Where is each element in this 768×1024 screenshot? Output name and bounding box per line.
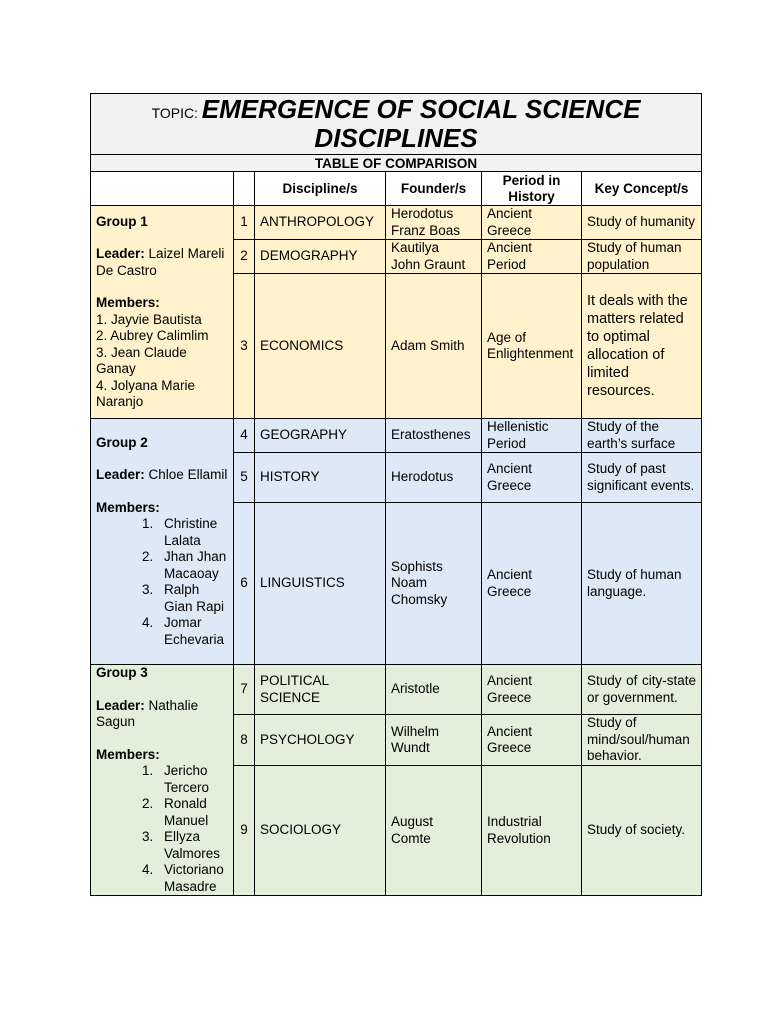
founder-cell: Wilhelm Wundt [386, 715, 482, 766]
founder-cell: Herodotus [386, 453, 482, 503]
period-cell: Ancient Greece [482, 453, 582, 503]
row-number: 8 [234, 715, 255, 766]
discipline-cell: ANTHROPOLOGY [255, 206, 386, 240]
founder-cell: Adam Smith [386, 274, 482, 419]
discipline-cell: LINGUISTICS [255, 503, 386, 665]
header-founder: Founder/s [386, 172, 482, 206]
key-concept-cell: Study of human language. [582, 503, 702, 665]
row-number: 6 [234, 503, 255, 665]
group-leader: Leader: Chloe Ellamil [96, 467, 228, 483]
discipline-cell: HISTORY [255, 453, 386, 503]
period-cell: Ancient Period [482, 240, 582, 274]
list-item: 2. Ronald Manuel [142, 796, 209, 828]
members-label: Members: [96, 295, 160, 310]
key-concept-cell: Study of society. [582, 766, 702, 896]
key-concept-cell: Study of past significant events. [582, 453, 702, 503]
header-row [91, 172, 702, 206]
members-list [96, 763, 228, 895]
founder-cell: Herodotus Franz Boas [386, 206, 482, 240]
group-1-cell [91, 206, 234, 419]
discipline-cell: SOCIOLOGY [255, 766, 386, 896]
topic-label: TOPIC: [151, 105, 198, 121]
row-number: 3 [234, 274, 255, 419]
discipline-cell: POLITICAL SCIENCE [255, 665, 386, 715]
group-leader: Leader: Nathalie Sagun [96, 697, 199, 729]
group-title: Group 3 [96, 665, 148, 680]
discipline-cell: PSYCHOLOGY [255, 715, 386, 766]
period-cell: Ancient Greece [482, 206, 582, 240]
discipline-cell: ECONOMICS [255, 274, 386, 419]
key-concept-cell: Study of mind/soul/human behavior. [582, 715, 702, 766]
header-blank-group [91, 172, 234, 206]
period-cell: Industrial Revolution [482, 766, 582, 896]
list-item: 1. Jayvie Bautista [96, 311, 202, 327]
list-item: 1. Jericho Tercero [142, 763, 210, 795]
row-number: 4 [234, 419, 255, 453]
table-subtitle: TABLE OF COMPARISON [91, 155, 702, 172]
discipline-cell: GEOGRAPHY [255, 419, 386, 453]
row-number: 1 [234, 206, 255, 240]
header-period: Period in History [482, 172, 582, 206]
row-number: 9 [234, 766, 255, 896]
founder-cell: Aristotle [386, 665, 482, 715]
key-concept-cell: Study of the earth’s surface [582, 419, 702, 453]
period-cell: Age of Enlightenment [482, 274, 582, 419]
list-item: 4. Jolyana Marie Naranjo [96, 377, 196, 409]
list-item: 2. Aubrey Calimlim [96, 328, 209, 343]
members-label: Members: [96, 746, 160, 762]
list-item: 4. Victoriano Masadre [142, 862, 224, 894]
founder-cell: Kautilya John Graunt [386, 240, 482, 274]
key-concept-cell: Study of human population [582, 240, 702, 274]
topic-title [91, 94, 702, 155]
header-discipline: Discipline/s [255, 172, 386, 206]
group-3-cell [91, 665, 234, 896]
members-list [96, 516, 228, 648]
key-concept-cell: Study of city-state or government. [582, 665, 702, 715]
period-cell: Hellenistic Period [482, 419, 582, 453]
list-item: 3. Ralph Gian Rapi [142, 582, 225, 614]
discipline-cell: DEMOGRAPHY [255, 240, 386, 274]
key-concept-cell: It deals with the matters related to optimal allocation of limited resources. [582, 274, 702, 419]
members-label: Members: [96, 499, 160, 515]
comparison-table [90, 93, 702, 896]
table-row [91, 665, 702, 715]
table-row [91, 419, 702, 453]
period-cell: Ancient Greece [482, 715, 582, 766]
group-title: Group 2 [96, 434, 148, 450]
group-leader: Leader: Laizel Mareli De Castro [96, 246, 225, 278]
founder-cell: Sophists Noam Chomsky [386, 503, 482, 665]
period-cell: Ancient Greece [482, 503, 582, 665]
list-item: 1. Christine Lalata [142, 516, 218, 548]
topic-title-line1: EMERGENCE OF SOCIAL SCIENCE [201, 94, 641, 124]
key-concept-cell: Study of humanity [582, 206, 702, 240]
founder-cell: Eratosthenes [386, 419, 482, 453]
row-number: 7 [234, 665, 255, 715]
table-row [91, 206, 702, 240]
header-blank-num [234, 172, 255, 206]
group-2-cell [91, 419, 234, 665]
list-item: 3. Ellyza Valmores [142, 829, 221, 861]
header-key-concept: Key Concept/s [582, 172, 702, 206]
list-item: 3. Jean Claude Ganay [96, 344, 187, 376]
topic-title-line2: DISCIPLINES [314, 123, 478, 153]
period-cell: Ancient Greece [482, 665, 582, 715]
list-item: 4. Jomar Echevaria [142, 615, 225, 647]
founder-cell: August Comte [386, 766, 482, 896]
row-number: 2 [234, 240, 255, 274]
group-title: Group 1 [96, 213, 148, 229]
list-item: 2. Jhan Jhan Macaoay [142, 549, 227, 581]
members-list [96, 312, 228, 411]
row-number: 5 [234, 453, 255, 503]
